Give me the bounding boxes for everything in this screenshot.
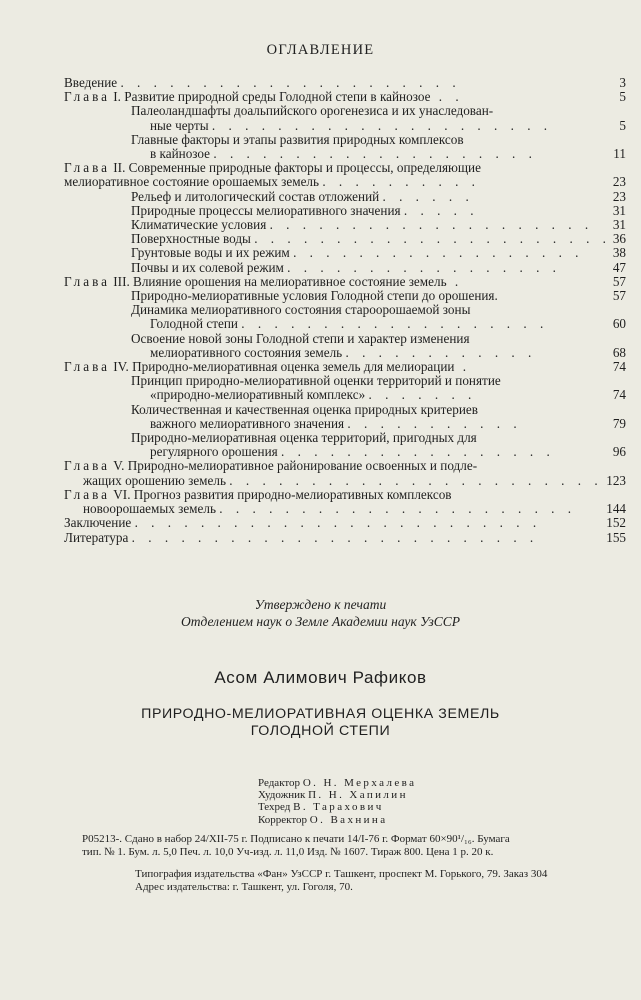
- toc-entry-title: Климатические условия: [131, 217, 267, 233]
- toc-entry: новоорошаемых земель . . . . . . . . . . . . . . . . . . . . . . 144: [83, 501, 626, 517]
- toc-entry: жащих орошению земель . . . . . . . . . . . . . . . . . . . . . . . 123: [83, 472, 626, 488]
- toc-entry-page: 155: [606, 529, 626, 545]
- toc-entry-title: Почвы и их солевой режим: [131, 259, 284, 275]
- approval-line-2: Отделением наук о Земле Академии наук УзССР: [180, 614, 461, 629]
- toc-entry: мелиоративного состояния земель . . . . . . . . . . . . 68: [150, 344, 626, 360]
- toc-entry: Почвы и их солевой режим . . . . . . . . . . . . . . . . . 47: [131, 259, 626, 275]
- toc-entry: [64, 289, 626, 303]
- toc-entry-title: Природно-мелиоративные условия Голодной степи до орошения.: [131, 288, 498, 304]
- book-title-line-1: ПРИРОДНО-МЕЛИОРАТИВНАЯ ОЦЕНКА ЗЕМЕЛЬ: [141, 706, 500, 722]
- toc-entry-title: важного мелиоративного значения: [150, 415, 345, 431]
- imprint-line-2: тип. № 1. Бум. л. 5,0 Печ. л. 10,0 Уч-изд. л. 11,0 Изд. № 1607. Тираж 800. Цена 1 р. 20 к.: [82, 846, 494, 858]
- toc-entry: Литература . . . . . . . . . . . . . . . . . . . . . . . . . 155: [64, 529, 626, 545]
- toc-entry: «природно-мелиоративный комплекс» . . . . . . . 74: [150, 387, 626, 403]
- book-title-line-2: ГОЛОДНОЙ СТЕПИ: [250, 723, 391, 739]
- toc-entry-page: 23: [612, 188, 626, 204]
- toc-entry: Климатические условия . . . . . . . . . . . . . . . . . . . . 31: [131, 217, 626, 233]
- toc-entry-title: Введение: [64, 75, 118, 90]
- toc-entry: [64, 104, 626, 118]
- toc-entry-title: IV. Природно-мелиоративная оценка земель для мелиорации: [113, 359, 455, 375]
- toc-entry: [64, 303, 626, 317]
- credit-line: [258, 789, 416, 801]
- toc-entry: Голодной степи . . . . . . . . . . . . . . . . . . . 60: [150, 316, 626, 332]
- toc-entry: [64, 374, 626, 388]
- credit-role: Техред: [258, 801, 291, 814]
- toc-entry: [64, 403, 626, 417]
- toc-chapter: [64, 488, 626, 502]
- credit-name: О. Вахнина: [309, 813, 388, 826]
- toc-entry-page: 60: [612, 316, 626, 332]
- credit-role: Корректор: [258, 813, 308, 826]
- approval-note: [0, 596, 641, 630]
- toc-entry-title: Количественная и качественная оценка природных критериев: [131, 401, 478, 417]
- toc-entry-title: Рельеф и литологический состав отложений: [131, 188, 380, 204]
- toc-entry-title: Голодной степи: [150, 316, 238, 332]
- toc-entry-title: Заключение: [64, 515, 132, 531]
- toc-chapter: [64, 459, 626, 473]
- toc-chapter-prefix: Глава: [64, 273, 110, 289]
- toc-chapter: Глава IV. Природно-мелиоративная оценка земель для мелиорации . 74: [64, 359, 626, 375]
- toc-entry-page: 68: [612, 344, 626, 360]
- toc-entry-title: Поверхностные воды: [131, 231, 251, 247]
- toc-entry: Природные процессы мелиоративного значения . . . . . 31: [131, 202, 626, 218]
- toc-entry-page: 57: [612, 273, 626, 289]
- toc-entry-page: 152: [606, 515, 626, 531]
- book-title: [0, 706, 641, 740]
- toc-entry-page: 38: [612, 245, 626, 261]
- toc-entry-page: 3: [619, 75, 626, 90]
- toc-entry: Введение . . . . . . . . . . . . . . . . . . . . . 3: [64, 75, 626, 90]
- toc-entry-page: 23: [612, 174, 626, 190]
- toc-entry: Поверхностные воды . . . . . . . . . . . . . . . . . . . . . . 36: [131, 231, 626, 247]
- credit-line: [258, 814, 416, 826]
- toc-entry-title: регулярного орошения: [150, 444, 278, 460]
- toc-chapter: Глава III. Влияние орошения на мелиоративное состояние земель . 57: [64, 273, 626, 289]
- toc-entry-title: Главные факторы и этапы развития природных комплексов: [131, 131, 464, 147]
- toc-entry-page: 31: [612, 217, 626, 233]
- credit-line: [258, 801, 416, 813]
- toc-entry-title: I. Развитие природной среды Голодной степи в кайнозое: [113, 89, 431, 105]
- credit-line: [258, 777, 416, 789]
- toc-entry-title: Динамика мелиоративного состояния староорошаемой зоны: [131, 302, 471, 318]
- toc-entry: регулярного орошения . . . . . . . . . . . . . . . . . 96: [150, 444, 626, 460]
- toc-entry-title: Литература: [64, 529, 129, 545]
- printer-line-2: Адрес издательства: г. Ташкент, ул. Гоголя, 70.: [135, 881, 353, 893]
- toc-entry-title: Освоение новой зоны Голодной степи и характер изменения: [131, 330, 470, 346]
- toc-entry-page: 11: [613, 146, 626, 162]
- imprint-line-1: Р05213-. Сдано в набор 24/XII-75 г. Подписано к печати 14/I-76 г. Формат 60×90¹/₁₆. Бумага: [82, 833, 510, 845]
- toc-entry: мелиоративное состояние орошаемых земель . . . . . . . . . . 23: [64, 174, 626, 190]
- imprint-block: [82, 833, 510, 859]
- toc-chapter-prefix: Глава: [64, 486, 110, 502]
- toc-entry-page: 47: [612, 259, 626, 275]
- credit-role: Художник: [258, 789, 306, 802]
- toc-entry: Грунтовые воды и их режим . . . . . . . . . . . . . . . . . . 38: [131, 245, 626, 261]
- toc-entry-title: мелиоративного состояния земель: [150, 344, 343, 360]
- toc-entry-title: Принцип природно-мелиоративной оценки территорий и понятие: [131, 373, 501, 389]
- toc-chapter-prefix: Глава: [64, 160, 110, 176]
- credit-name: П. Н. Хапилин: [308, 789, 408, 802]
- toc-entry-page: 36: [612, 231, 626, 247]
- toc-entry-title: Природно-мелиоративная оценка территорий, пригодных для: [131, 430, 477, 446]
- approval-line-1: Утверждено к печати: [254, 597, 387, 612]
- toc-chapter: Глава I. Развитие природной среды Голодной степи в кайнозое . . 5: [64, 89, 626, 105]
- toc-heading: ОГЛАВЛЕНИЕ: [266, 42, 375, 58]
- toc-entry-page: 5: [619, 89, 626, 105]
- toc-entry: в кайнозое . . . . . . . . . . . . . . . . . . . . 11: [150, 146, 626, 162]
- credit-name: В. Тарахович: [293, 801, 384, 814]
- toc-entry: ные черты . . . . . . . . . . . . . . . . . . . . . 5: [150, 117, 626, 133]
- toc-entry: Заключение . . . . . . . . . . . . . . . . . . . . . . . . . 152: [64, 515, 626, 531]
- toc-entry-title: жащих орошению земель: [83, 472, 226, 488]
- author-name: Асом Алимович Рафиков: [214, 668, 427, 687]
- credit-name: О. Н. Мерхалева: [302, 777, 417, 789]
- toc-chapter-prefix: Глава: [64, 458, 110, 474]
- toc-entry: [64, 431, 626, 445]
- toc-entry-page: 57: [612, 288, 626, 304]
- toc-chapter-prefix: Глава: [64, 359, 110, 375]
- toc-entry-title: V. Природно-мелиоративное районирование освоенных и подле-: [113, 458, 478, 474]
- table-of-contents: [64, 76, 626, 545]
- toc-chapter: [64, 161, 626, 175]
- toc-entry: [64, 133, 626, 147]
- toc-entry-title: II. Современные природные факторы и процессы, определяющие: [113, 160, 481, 176]
- toc-entry: важного мелиоративного значения . . . . . . . . . . . 79: [150, 415, 626, 431]
- toc-chapter-prefix: Глава: [64, 89, 110, 105]
- credit-role: Редактор: [258, 777, 301, 789]
- toc-entry-page: 74: [612, 359, 626, 375]
- toc-entry-page: 144: [606, 501, 626, 517]
- toc-entry-title: в кайнозое: [150, 146, 211, 162]
- toc-entry-title: мелиоративное состояние орошаемых земель: [64, 174, 320, 190]
- toc-entry-title: новоорошаемых земель: [83, 501, 216, 517]
- toc-entry-title: ные черты: [150, 117, 209, 133]
- toc-entry-page: 74: [612, 387, 626, 403]
- credits-block: [258, 777, 416, 826]
- printer-line-1: Типография издательства «Фан» УзССР г. Ташкент, проспект М. Горького, 79. Заказ 304: [135, 868, 548, 880]
- toc-entry-page: 31: [612, 202, 626, 218]
- toc-entry-title: Грунтовые воды и их режим: [131, 245, 290, 261]
- toc-entry-title: Природные процессы мелиоративного значения: [131, 202, 401, 218]
- toc-entry: Рельеф и литологический состав отложений . . . . . . 23: [131, 188, 626, 204]
- toc-entry-title: III. Влияние орошения на мелиоративное состояние земель: [113, 273, 447, 289]
- toc-entry-page: 5: [619, 117, 626, 133]
- toc-entry-page: 123: [606, 472, 626, 488]
- toc-entry-page: 79: [612, 415, 626, 431]
- toc-entry-page: 96: [612, 444, 626, 460]
- toc-entry-title: Палеоландшафты доальпийского орогенезиса и их унаследован-: [131, 103, 494, 119]
- printer-block: [135, 868, 547, 894]
- toc-entry-title: VI. Прогноз развития природно-мелиоративных комплексов: [113, 486, 452, 502]
- toc-entry: [64, 332, 626, 346]
- toc-entry-title: «природно-мелиоративный комплекс»: [150, 387, 366, 403]
